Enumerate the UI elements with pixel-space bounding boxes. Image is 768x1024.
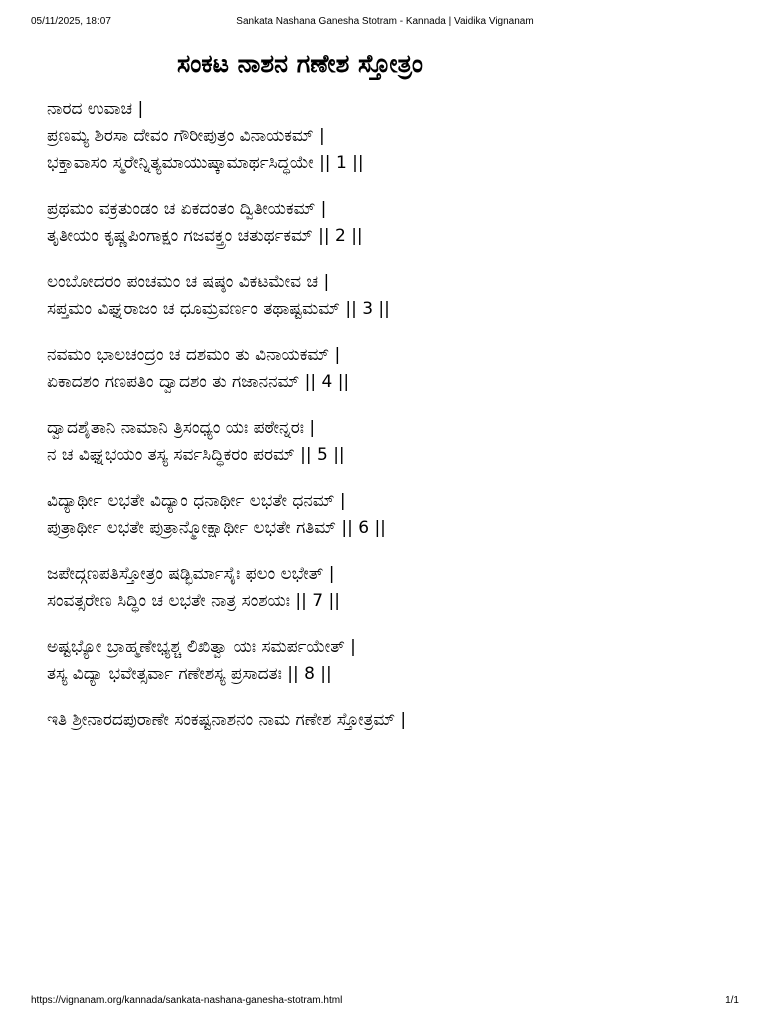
verse-line: ನಾರದ ಉವಾಚ | <box>47 99 144 119</box>
stanza-4 <box>47 342 737 396</box>
verse-line: ಇತಿ ಶ್ರೀನಾರದಪುರಾಣೇ ಸಂಕಷ್ಟನಾಶನಂ ನಾಮ ಗಣೇಶ ಸ್ತೋತ್ರಮ್ | <box>47 710 407 730</box>
document-title: ಸಂಕಟ ನಾಶನ ಗಣೇಶ ಸ್ತೋತ್ರಂ <box>177 49 423 78</box>
verse-line: ಪ್ರಣಮ್ಯ ಶಿರಸಾ ದೇವಂ ಗೌರೀಪುತ್ರಂ ವಿನಾಯಕಮ್ | <box>47 126 325 146</box>
verse-line: ವಿದ್ಯಾರ್ಥೀ ಲಭತೇ ವಿದ್ಯಾಂ ಧನಾರ್ಥೀ ಲಭತೇ ಧನಮ್ | <box>47 491 346 511</box>
stanza-6 <box>47 488 737 542</box>
verse-line: ನವಮಂ ಭಾಲಚಂದ್ರಂ ಚ ದಶಮಂ ತು ವಿನಾಯಕಮ್ | <box>47 345 341 365</box>
verse-line: ತೃತೀಯಂ ಕೃಷ್ಣಪಿಂಗಾಕ್ಷಂ ಗಜವಕ್ತ್ರಂ ಚತುರ್ಥಕಮ್ || 2 || <box>47 226 363 246</box>
verse-line: ಸಂವತ್ಸರೇಣ ಸಿದ್ಧಿಂ ಚ ಲಭತೇ ನಾತ್ರ ಸಂಶಯಃ || 7 || <box>47 591 340 611</box>
stanza-5 <box>47 415 737 469</box>
verse-line: ಪ್ರಥಮಂ ವಕ್ರತುಂಡಂ ಚ ಏಕದಂತಂ ದ್ವಿತೀಯಕಮ್ | <box>47 199 327 219</box>
print-footer <box>31 995 739 1009</box>
stanza-1 <box>47 96 737 177</box>
stotram-body <box>47 96 737 753</box>
print-datetime: 05/11/2025, 18:07 <box>31 16 111 27</box>
verse-line: ಪುತ್ರಾರ್ಥೀ ಲಭತೇ ಪುತ್ರಾನ್ಮೋಕ್ಷಾರ್ಥೀ ಲಭತೇ ಗತಿಮ್ || 6 || <box>47 518 386 538</box>
verse-line: ದ್ವಾದಶೈತಾನಿ ನಾಮಾನಿ ತ್ರಿಸಂಧ್ಯಂ ಯಃ ಪಠೇನ್ನರಃ | <box>47 418 316 438</box>
verse-line: ಏಕಾದಶಂ ಗಣಪತಿಂ ದ್ವಾದಶಂ ತು ಗಜಾನನಮ್ || 4 || <box>47 372 350 392</box>
print-url: https://vignanam.org/kannada/sankata-nashana-ganesha-stotram.html <box>31 995 343 1006</box>
verse-line: ಲಂಬೋದರಂ ಪಂಚಮಂ ಚ ಷಷ್ಠಂ ವಿಕಟಮೇವ ಚ | <box>47 272 330 292</box>
print-page-title: Sankata Nashana Ganesha Stotram - Kannada | Vaidika Vignanam <box>236 16 534 27</box>
verse-line: ನ ಚ ವಿಘ್ನಭಯಂ ತಸ್ಯ ಸರ್ವಸಿದ್ಧಿಕರಂ ಪರಮ್ || 5 || <box>47 445 345 465</box>
verse-line: ಸಪ್ತಮಂ ವಿಘ್ನರಾಜಂ ಚ ಧೂಮ್ರವರ್ಣಂ ತಥಾಷ್ಟಮಮ್ || 3 || <box>47 299 390 319</box>
verse-line: ತಸ್ಯ ವಿದ್ಯಾ ಭವೇತ್ಸರ್ವಾ ಗಣೇಶಸ್ಯ ಪ್ರಸಾದತಃ || 8 || <box>47 664 332 684</box>
print-page-number: 1/1 <box>725 995 739 1006</box>
stanza-8 <box>47 634 737 688</box>
stanza-7 <box>47 561 737 615</box>
print-header <box>31 16 739 30</box>
verse-line: ಭಕ್ತಾವಾಸಂ ಸ್ಮರೇನ್ನಿತ್ಯಮಾಯುಷ್ಕಾಮಾರ್ಥಸಿದ್ಧಯೇ || 1 || <box>47 153 364 173</box>
verse-line: ಜಪೇದ್ಗಣಪತಿಸ್ತೋತ್ರಂ ಷಡ್ಭಿರ್ಮಾಸೈಃ ಫಲಂ ಲಭೇತ್ | <box>47 564 335 584</box>
stanza-3 <box>47 269 737 323</box>
stanza-2 <box>47 196 737 250</box>
verse-line: ಅಷ್ಟಭ್ಯೋ ಬ್ರಾಹ್ಮಣೇಭ್ಯಶ್ಚ ಲಿಖಿತ್ವಾ ಯಃ ಸಮರ್ಪಯೇತ್ | <box>47 637 356 657</box>
closing-colophon <box>47 707 737 734</box>
